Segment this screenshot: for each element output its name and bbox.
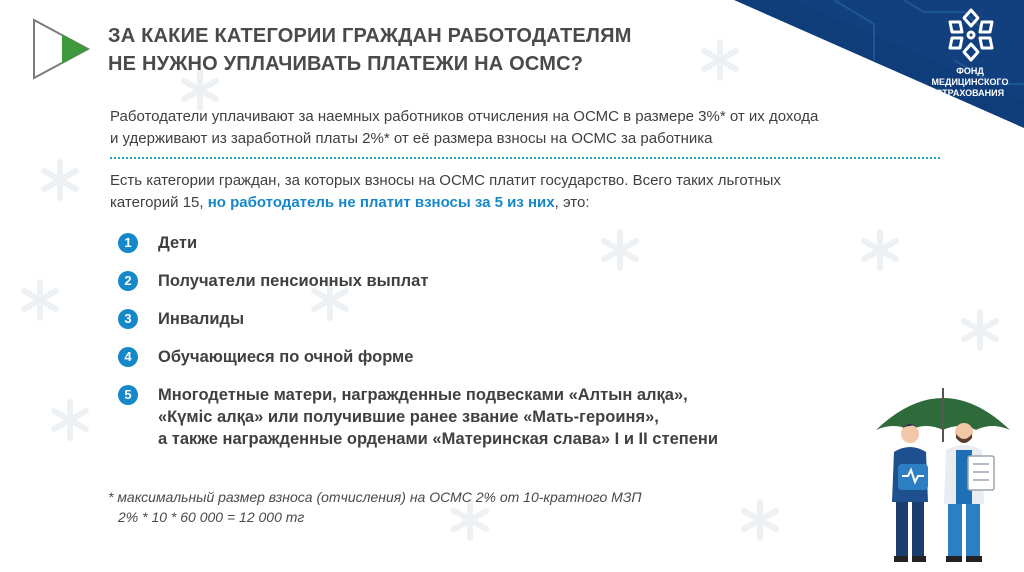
list-item [118,232,818,254]
list-item [118,346,818,368]
number-badge: 5 [118,385,138,405]
list-item [118,308,818,330]
list-item-text [158,270,818,292]
snowflake-icon [942,6,1000,64]
number-badge: 2 [118,271,138,291]
footnote [108,487,708,527]
fund-name-line-3: СТРАХОВАНИЯ [935,88,1005,98]
list-item-line: а также награжденные орденами «Материнская слава» I и II степени [158,430,718,448]
list-item-line: «Күміс алқа» или получившие ранее звание «Мать-героиня», [158,408,659,426]
title-line-2: НЕ НУЖНО УПЛАЧИВАТЬ ПЛАТЕЖИ НА ОСМС? [108,53,584,75]
umbrella-people-illustration [868,372,1018,568]
play-icon [32,18,92,80]
dotted-divider [110,157,940,159]
note-line-2-prefix: категорий 15, [110,194,208,211]
fund-name-line-1: ФОНД [956,66,984,76]
number-badge: 1 [118,233,138,253]
footnote-line-1: * максимальный размер взноса (отчисления) на ОСМС 2% от 10-кратного МЗП [108,489,642,505]
note-line-1: Есть категории граждан, за которых взносы на ОСМС платит государство. Всего таких льготных [110,172,781,189]
list-item-line: Инвалиды [158,310,245,328]
list-item-text [158,346,818,368]
list-item-line: Дети [158,234,198,252]
note-line-2 [110,192,930,214]
note-line-2-suffix: , это: [554,194,590,211]
fund-name-line-2: МЕДИЦИНСКОГО [931,77,1009,87]
list-item-text [158,384,818,450]
note-highlight: но работодатель не платит взносы за 5 из них [207,194,555,211]
list-item-line: Многодетные матери, награжденные подвесками «Алтын алқа», [158,386,688,404]
number-badge: 3 [118,309,138,329]
title-line-1: ЗА КАКИЕ КАТЕГОРИИ ГРАЖДАН РАБОТОДАТЕЛЯМ [108,25,632,47]
fund-name [920,66,1020,99]
page-title [108,22,708,78]
categories-note [110,170,930,214]
intro-line-1: Работодатели уплачивают за наемных работников отчисления на ОСМС в размере 3%* от их дохода [110,108,819,125]
list-item-text [158,232,818,254]
category-list [118,232,818,466]
intro-line-2: и удерживают из заработной платы 2%* от её размера взносы на ОСМС за работника [110,130,713,147]
list-item-line: Получатели пенсионных выплат [158,272,429,290]
list-item [118,270,818,292]
number-badge: 4 [118,347,138,367]
footnote-line-2: 2% * 10 * 60 000 = 12 000 тг [118,509,305,525]
list-item [118,384,818,450]
intro-paragraph [110,106,930,150]
list-item-text [158,308,818,330]
list-item-line: Обучающиеся по очной форме [158,348,414,366]
